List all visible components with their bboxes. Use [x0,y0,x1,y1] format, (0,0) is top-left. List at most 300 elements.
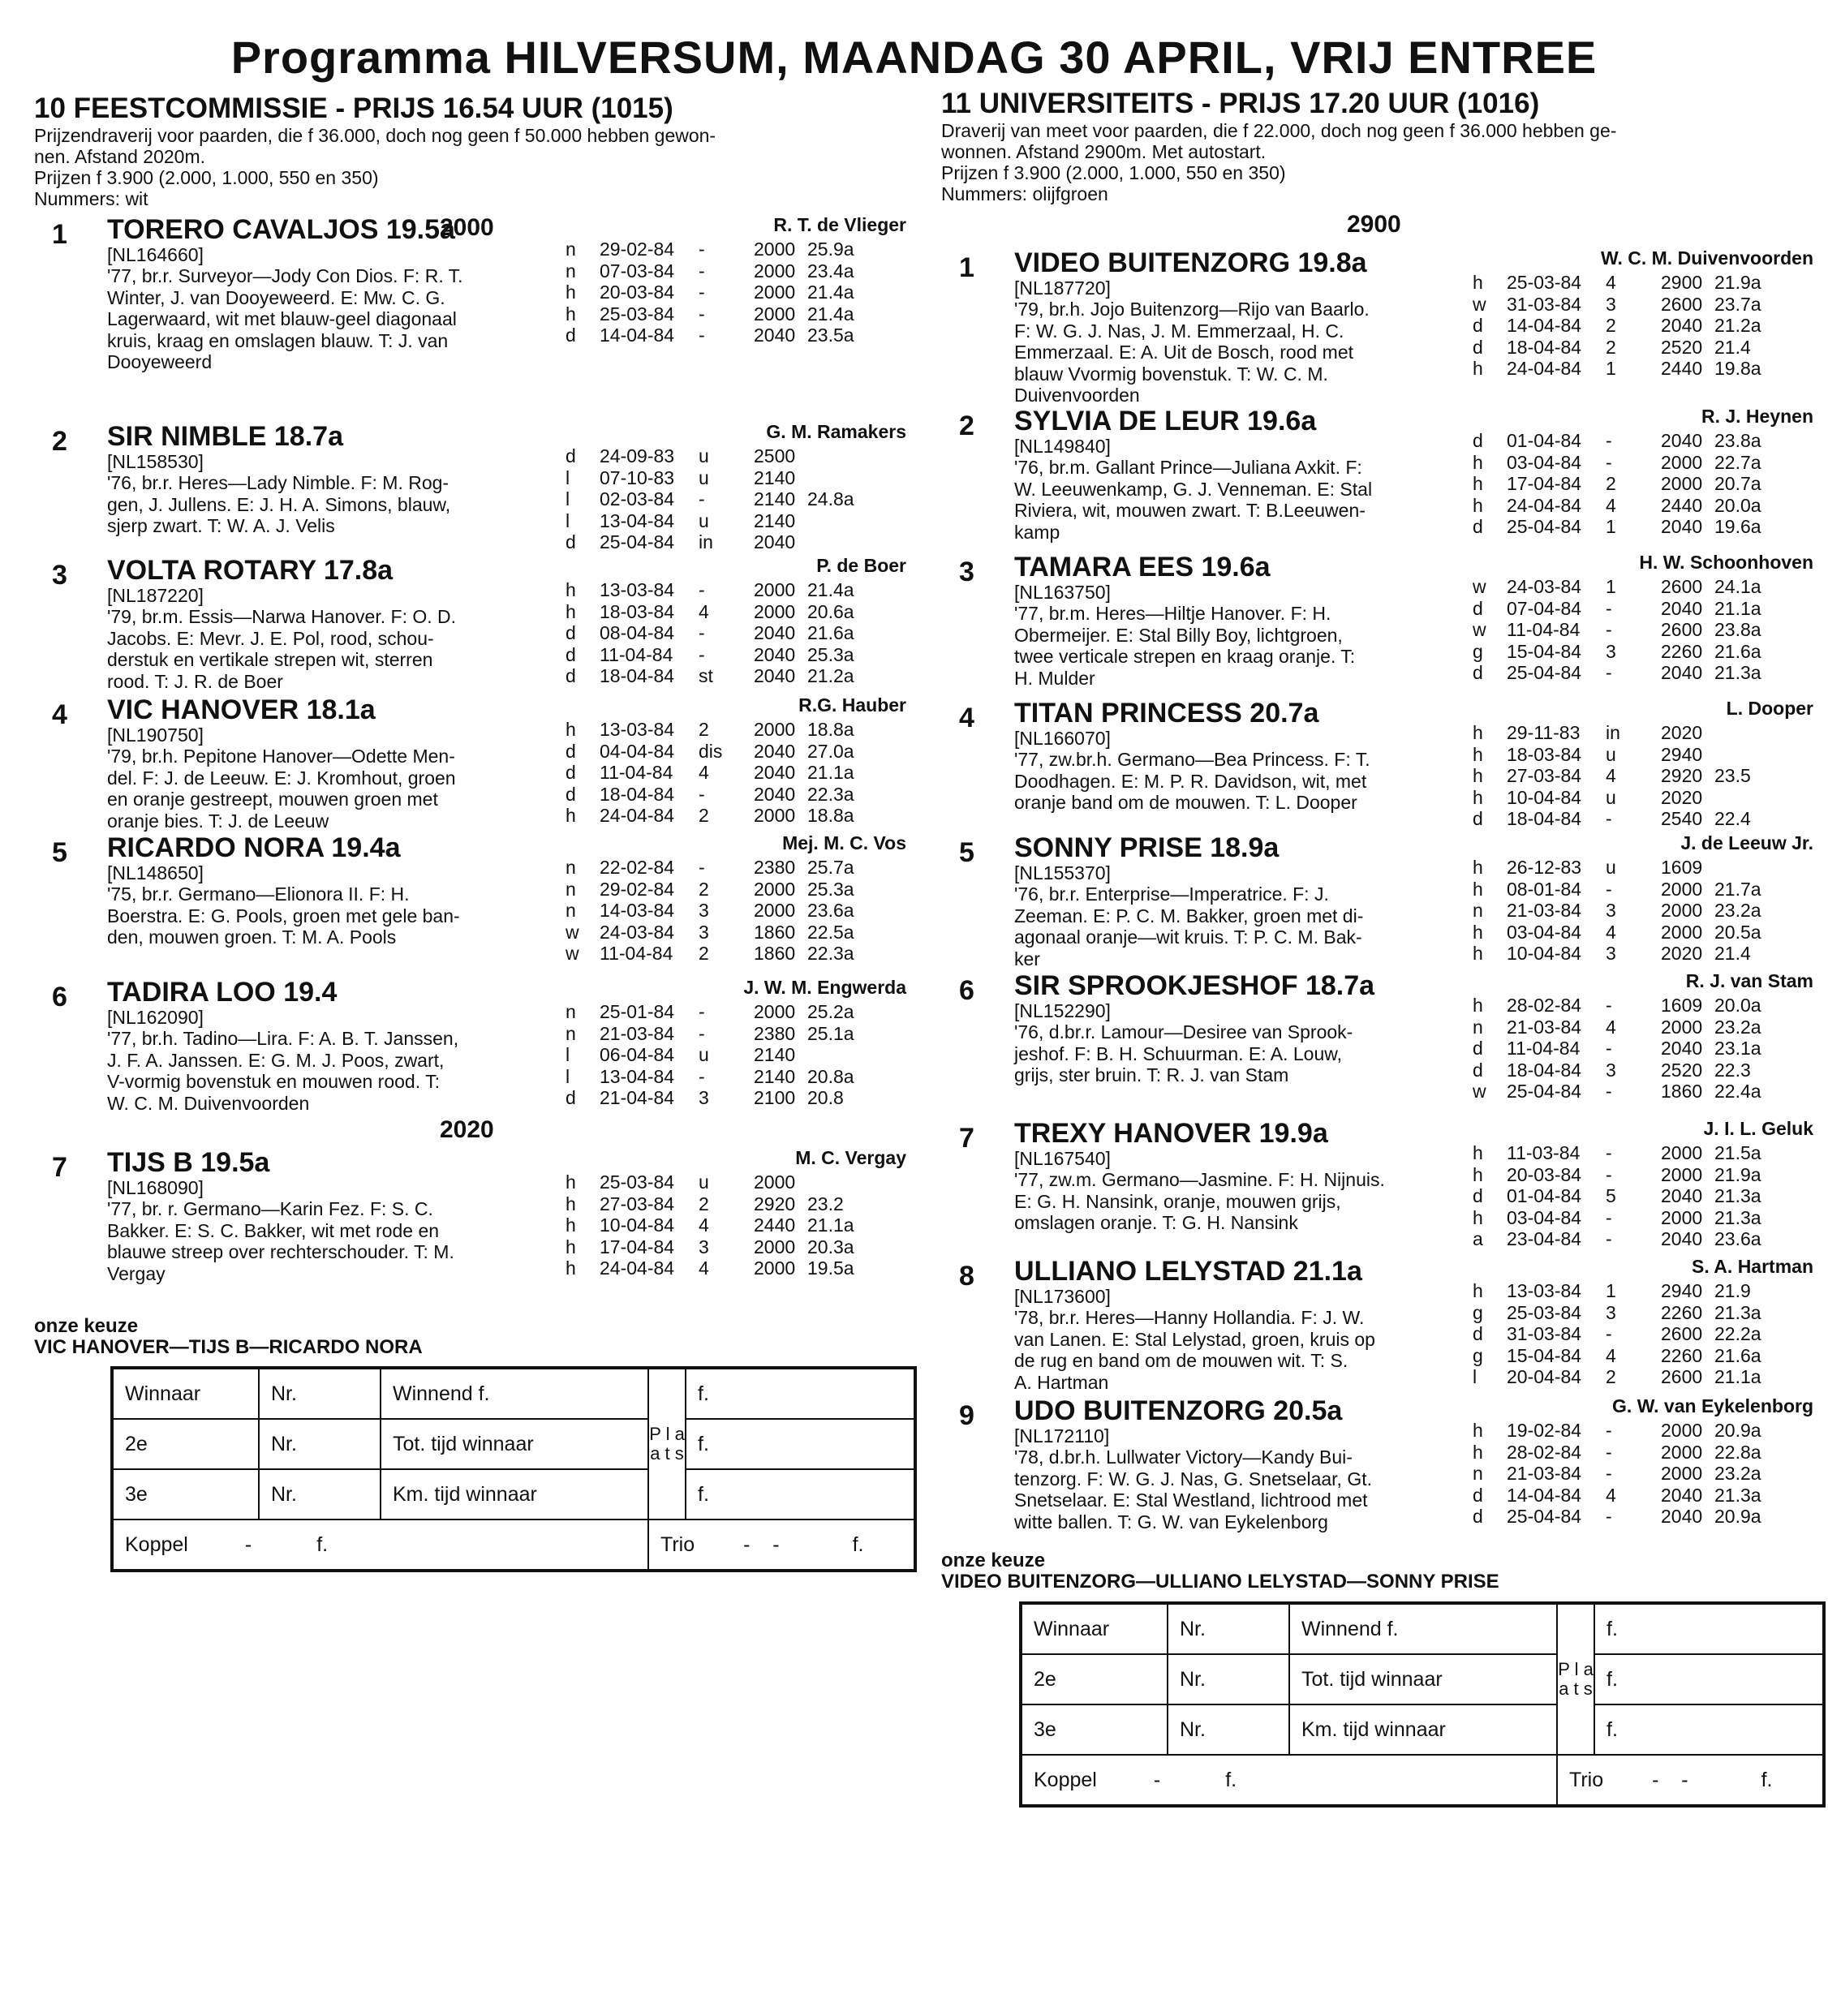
result-position: - [1606,597,1612,619]
number-label[interactable]: Nr. [1168,1654,1289,1704]
result-row [566,488,906,510]
third-label: 3e [1022,1704,1168,1755]
result-distance: 2140 [754,1065,796,1087]
result-track: h [566,579,576,600]
result-time: 22.3a [807,943,854,964]
result-track: n [566,900,576,921]
result-date: 24-04-84 [600,1257,675,1279]
result-date: 10-04-84 [600,1214,675,1236]
horse-description-line: F: W. G. J. Nas, J. M. Emmerzaal, H. C. [1014,320,1344,342]
horse-description-line: '79, br.h. Jojo Buitenzorg—Rijo van Baarlo. [1014,299,1370,320]
horse-description-line: '79, br.h. Pepitone Hanover—Odette Men- [107,746,455,767]
result-distance: 1860 [754,943,796,964]
result-position: - [1606,878,1612,900]
result-date: 18-04-84 [600,665,675,686]
race-description-line: Prijzen f 3.900 (2.000, 1.000, 550 en 350) [941,162,1286,183]
horse-name: VIC HANOVER 18.1a [107,694,376,725]
race-description-line: Prijzen f 3.900 (2.000, 1.000, 550 en 350) [34,167,379,188]
result-date: 25-04-84 [1507,662,1582,683]
result-time: 20.0a [1714,494,1761,516]
result-row [566,260,906,282]
horse-description-line: Jacobs. E: Mevr. J. E. Pol, rood, schou- [107,627,434,649]
result-track: h [1473,272,1483,293]
horse-info [107,1147,549,1284]
result-distance: 2000 [754,805,796,826]
horse-info [1014,698,1456,814]
result-time: 21.3a [1714,1206,1761,1228]
result-position: - [699,488,705,509]
horse-code: [NL158530] [107,451,204,472]
horse-description-line: '77, zw.br.h. Germano—Bea Princess. F: T. [1014,749,1370,770]
driver-name: J. de Leeuw Jr. [1680,832,1813,853]
race-description-line: Nummers: wit [34,188,148,209]
number-label[interactable]: Nr. [259,1369,381,1419]
horse-code: [NL164660] [107,244,204,265]
horse-info [1014,1395,1456,1532]
result-position: 2 [699,1193,709,1214]
horse-description-line: '78, d.br.h. Lullwater Victory—Kandy Bui- [1014,1446,1353,1468]
result-position: u [699,466,709,488]
result-date: 14-03-84 [600,900,675,921]
result-position: 2 [1606,336,1616,358]
result-track: h [1473,1420,1483,1441]
result-time: 21.2a [1714,315,1761,336]
result-row [1473,900,1813,922]
result-row [1473,995,1813,1017]
place-amount-field[interactable]: f. [1594,1704,1823,1755]
result-distance: 2020 [1661,722,1703,743]
result-track: n [566,1022,576,1044]
result-track: d [566,740,576,762]
result-date: 24-09-83 [600,445,675,466]
horse-name: TAMARA EES 19.6a [1014,552,1271,582]
number-label[interactable]: Nr. [259,1469,381,1520]
result-track: d [1473,1484,1483,1506]
result-position: - [699,643,705,665]
horse-name: RICARDO NORA 19.4a [107,832,401,863]
koppel-amount: f. [1225,1768,1237,1791]
distance-header: 2900 [1347,211,1401,238]
horse-description-line: '77, br. r. Germano—Karin Fez. F: S. C. [107,1198,433,1219]
result-date: 24-04-84 [1507,358,1582,379]
result-time: 20.3a [807,1236,854,1257]
result-position: 4 [699,762,709,783]
result-track: w [1473,293,1486,315]
result-track: w [1473,576,1486,597]
result-date: 18-04-84 [600,783,675,805]
horse-code: [NL149840] [1014,436,1111,457]
result-position: 4 [1606,1344,1616,1366]
result-position: - [699,260,705,282]
result-date: 31-03-84 [1507,293,1582,315]
result-track: g [1473,640,1483,662]
result-row [566,1214,906,1236]
result-position: 4 [1606,494,1616,516]
horse-name: VOLTA ROTARY 17.8a [107,555,394,586]
result-time: 21.4 [1714,336,1751,358]
result-row [1473,619,1813,641]
result-distance: 2000 [754,282,796,303]
winner-label: Winnaar [1022,1604,1168,1654]
driver-name: Mej. M. C. Vos [782,832,906,853]
result-date: 11-04-84 [600,943,673,964]
result-distance: 2440 [754,1214,796,1236]
recent-results [1473,722,1813,830]
horse-code: [NL166070] [1014,728,1111,749]
horse-description-line: derstuk en vertikale strepen wit, sterren [107,649,433,670]
result-track: h [566,600,576,622]
result-position: 2 [699,719,709,740]
result-position: 2 [699,878,709,900]
horse-description-line: Snetselaar. E: Stal Westland, lichtrood met [1014,1489,1368,1511]
horse-description-line: kruis, kraag en omslagen blauw. T: J. van [107,329,449,351]
result-time: 25.2a [807,1001,854,1022]
result-position: - [1606,430,1612,451]
result-distance: 2040 [1661,662,1703,683]
horse-description-line: Doodhagen. E: M. P. R. Davidson, wit, met [1014,770,1367,792]
koppel-dash: - [1153,1768,1161,1791]
result-track: n [1473,1463,1483,1484]
recent-results [1473,1142,1813,1250]
result-time: 21.7a [1714,878,1761,900]
result-position: - [1606,662,1612,683]
recent-results [1473,1280,1813,1388]
result-time: 22.5a [807,921,854,943]
horse-description-line: '76, br.r. Heres—Lady Nimble. F: M. Rog- [107,472,449,493]
result-distance: 2540 [1661,808,1703,829]
result-track: h [1473,743,1483,765]
result-time: 23.4a [807,260,854,282]
result-row [1473,1323,1813,1345]
result-date: 17-04-84 [600,1236,675,1257]
race-11 [941,88,1813,1791]
result-distance: 2940 [1661,743,1703,765]
horse-description-line: den, mouwen groen. T: M. A. Pools [107,926,397,948]
result-time: 20.9a [1714,1506,1761,1527]
recent-results [566,239,906,346]
result-date: 10-04-84 [1507,786,1582,808]
driver-name: S. A. Hartman [1692,1256,1813,1277]
result-distance: 2380 [754,1022,796,1044]
km-time-label[interactable]: Km. tijd winnaar [381,1469,648,1520]
result-row [566,622,906,644]
result-position: 4 [1606,1484,1616,1506]
result-track: w [1473,619,1486,640]
result-position: - [1606,1506,1612,1527]
result-row [1473,337,1813,359]
result-distance: 1609 [1661,857,1703,878]
result-time: 19.6a [1714,516,1761,537]
horse-description-line: oranje band om de mouwen. T: L. Dooper [1014,792,1357,813]
result-track: d [1473,315,1483,336]
result-position: 4 [699,600,709,622]
result-row [1473,662,1813,684]
result-row [1473,516,1813,538]
result-time: 23.1a [1714,1038,1761,1059]
result-date: 02-03-84 [600,488,675,509]
result-date: 18-03-84 [600,600,675,622]
horse-description-line: W. Leeuwenkamp, G. J. Venneman. E: Stal [1014,478,1373,500]
place-amount-field[interactable]: f. [686,1369,914,1419]
result-track: n [566,239,576,260]
horse-description-line: van Lanen. E: Stal Lelystad, groen, kruis op [1014,1328,1375,1350]
koppel-field[interactable] [1022,1755,1557,1805]
result-date: 21-03-84 [1507,1463,1582,1484]
trio-field[interactable] [648,1520,914,1570]
result-position: - [699,239,705,260]
result-row [566,879,906,901]
result-time: 22.4 [1714,808,1751,829]
result-track: d [566,622,576,643]
result-distance: 2000 [1661,1463,1703,1484]
horse-number: 6 [52,982,67,1012]
result-distance: 2000 [754,1001,796,1022]
horse-description-line: ker [1014,948,1040,969]
result-position: - [1606,1081,1612,1102]
horse-description-line: gen, J. Jullens. E: J. H. A. Simons, blauw, [107,493,451,515]
result-distance: 2000 [1661,1142,1703,1163]
horse-info [1014,247,1456,406]
result-time: 25.7a [807,857,854,878]
result-track: d [566,325,576,346]
result-time: 25.3a [807,643,854,665]
result-track: h [1473,1163,1483,1185]
horse-number: 3 [959,557,974,587]
result-track: d [566,665,576,686]
horse-number: 2 [959,411,974,441]
result-track: d [1473,1323,1483,1344]
horse-description-line: Vergay [107,1262,166,1284]
number-label[interactable]: Nr. [1168,1604,1289,1654]
result-distance: 2000 [1661,473,1703,494]
trio-amount: f. [852,1532,864,1556]
result-position: 2 [699,805,709,826]
horse-number: 9 [959,1400,974,1431]
result-row [1473,1060,1813,1081]
horse-info [1014,1118,1456,1234]
result-distance: 2000 [754,900,796,921]
recent-results [1473,272,1813,380]
result-distance: 2040 [1661,516,1703,537]
result-row [1473,1081,1813,1103]
our-choice-label: onze keuze [34,1315,139,1337]
result-position: 4 [1606,765,1616,786]
result-date: 27-03-84 [600,1193,675,1214]
result-date: 11-04-84 [1507,1038,1581,1059]
horse-code: [NL163750] [1014,582,1111,603]
result-track: h [566,805,576,826]
place-amount-field[interactable]: f. [1594,1654,1823,1704]
result-track: w [1473,1081,1486,1102]
result-track: d [1473,1185,1483,1206]
our-choice [34,1316,423,1358]
race-10 [34,92,906,1556]
result-date: 04-04-84 [600,740,675,762]
result-date: 07-03-84 [600,260,675,282]
horse-description-line: Emmerzaal. E: A. Uit de Bosch, rood met [1014,342,1353,363]
result-row [1473,430,1813,452]
result-distance: 2040 [754,325,796,346]
result-row [1473,272,1813,294]
result-time: 21.1a [807,1214,854,1236]
result-position: - [1606,1228,1612,1249]
result-date: 20-04-84 [1507,1366,1582,1387]
place-amount-field[interactable]: f. [1594,1604,1823,1654]
result-row [1473,1366,1813,1388]
koppel-field[interactable] [113,1520,648,1570]
result-time: 21.1a [1714,597,1761,619]
horse-description-line: '78, br.r. Heres—Hanny Hollandia. F: J. W. [1014,1307,1365,1328]
result-distance: 2600 [1661,293,1703,315]
result-distance: 2600 [1661,1323,1703,1344]
total-time-label[interactable]: Tot. tijd winnaar [1289,1654,1557,1704]
result-time: 23.2a [1714,900,1761,921]
result-date: 25-01-84 [600,1001,675,1022]
horse-description-line: '75, br.r. Germano—Elionora II. F: H. [107,883,410,905]
result-distance: 1860 [1661,1081,1703,1102]
result-date: 19-02-84 [1507,1420,1582,1441]
result-row [1473,358,1813,380]
result-track: n [566,878,576,900]
result-track: d [1473,430,1483,451]
race-description-line: Nummers: olijfgroen [941,183,1108,204]
result-position: 2 [699,943,709,964]
result-distance: 2000 [754,579,796,600]
place-amount-field[interactable]: f. [686,1469,914,1520]
result-date: 28-02-84 [1507,995,1582,1016]
result-distance: 2040 [754,762,796,783]
result-distance: 2000 [1661,878,1703,900]
number-label[interactable]: Nr. [1168,1704,1289,1755]
km-time-label[interactable]: Km. tijd winnaar [1289,1704,1557,1755]
result-row [566,784,906,806]
result-time: 25.3a [807,878,854,900]
horse-description-line: W. C. M. Duivenvoorden [107,1092,310,1114]
result-date: 07-10-83 [600,466,675,488]
result-position: - [699,579,705,600]
horse-number: 5 [959,837,974,868]
horse-code: [NL155370] [1014,862,1111,883]
result-time: 22.3 [1714,1059,1751,1081]
result-distance: 2140 [754,509,796,531]
result-distance: 2040 [1661,1484,1703,1506]
winning-amount-label[interactable]: Winnend f. [1289,1604,1557,1654]
place-amount-field[interactable]: f. [686,1419,914,1469]
horse-description-line: blauwe streep over rechterschouder. T: M. [107,1241,454,1262]
total-time-label[interactable]: Tot. tijd winnaar [381,1419,648,1469]
horse-description-line: omslagen oranje. T: G. H. Nansink [1014,1212,1298,1233]
result-track: d [1473,1506,1483,1527]
result-date: 21-03-84 [600,1022,675,1044]
horse-info [107,694,549,832]
horse-description-line: kamp [1014,521,1060,543]
result-date: 25-04-84 [1507,516,1582,537]
horse-name: SYLVIA DE LEUR 19.6a [1014,406,1317,436]
result-track: h [1473,943,1483,964]
result-row [566,1257,906,1279]
horse-name: VIDEO BUITENZORG 19.8a [1014,247,1367,278]
result-position: - [699,1001,705,1022]
result-row [1473,722,1813,744]
result-date: 15-04-84 [1507,640,1582,662]
result-position: 3 [1606,640,1616,662]
result-position: - [1606,451,1612,473]
winning-amount-label[interactable]: Winnend f. [381,1369,648,1419]
result-date: 24-04-84 [600,805,675,826]
horse-description-line: J. F. A. Janssen. E: G. M. J. Poos, zwart, [107,1049,445,1071]
horse-description-line: twee verticale strepen en kraag oranje. T: [1014,646,1356,667]
horse-code: [NL168090] [107,1177,204,1198]
result-distance: 2000 [1661,1163,1703,1185]
horse-info [1014,832,1456,969]
result-track: n [566,1001,576,1022]
result-row [566,467,906,489]
result-distance: 2100 [754,1087,796,1108]
result-date: 28-02-84 [1507,1441,1582,1463]
result-position: - [1606,619,1612,640]
result-position: 3 [699,1087,709,1108]
horse-description-line: Obermeijer. E: Stal Billy Boy, lichtgroen, [1014,624,1343,646]
horse-description-line: '79, br.m. Essis—Narwa Hanover. F: O. D. [107,606,457,627]
result-position: 4 [1606,921,1616,943]
result-track: d [1473,808,1483,829]
driver-name: R. J. van Stam [1685,970,1813,991]
result-position: 4 [699,1257,709,1279]
trio-field[interactable] [1557,1755,1823,1805]
result-row [1473,1280,1813,1302]
trio-dashes: - - [1652,1768,1688,1791]
result-time: 23.2a [1714,1463,1761,1484]
result-track: a [1473,1228,1483,1249]
horse-description-line: '77, br.h. Tadino—Lira. F: A. B. T. Janssen, [107,1028,459,1049]
result-position: - [699,857,705,878]
result-track: l [566,509,570,531]
result-position: 2 [1606,473,1616,494]
result-distance: 2040 [1661,597,1703,619]
horse-description-line: '76, d.br.r. Lamour—Desiree van Sprook- [1014,1021,1353,1042]
result-distance: 2000 [754,260,796,282]
result-distance: 2040 [754,531,796,552]
horse-name: TORERO CAVALJOS 19.5a [107,214,455,245]
result-row [1473,641,1813,663]
result-position: 1 [1606,576,1616,597]
result-track: h [1473,857,1483,878]
result-track: h [1473,1206,1483,1228]
result-time: 21.3a [1714,1484,1761,1506]
result-row [1473,943,1813,965]
driver-name: G. M. Ramakers [766,421,906,442]
result-track: h [1473,995,1483,1016]
result-distance: 2020 [1661,943,1703,964]
result-date: 21-03-84 [1507,1016,1582,1038]
result-row [566,531,906,553]
result-position: - [699,303,705,325]
result-row [566,579,906,601]
result-distance: 2040 [754,643,796,665]
result-distance: 2040 [754,665,796,686]
result-date: 13-03-84 [600,719,675,740]
number-label[interactable]: Nr. [259,1419,381,1469]
horse-name: TIJS B 19.5a [107,1147,270,1178]
result-distance: 2140 [754,466,796,488]
horse-description-line: del. F: J. de Leeuw. E: J. Kromhout, groen [107,767,456,789]
result-row [566,303,906,325]
result-position: in [699,531,713,552]
result-time: 23.6a [1714,1228,1761,1249]
result-distance: 2040 [1661,1506,1703,1527]
result-time: 21.1a [1714,1366,1761,1387]
result-row [566,1066,906,1088]
